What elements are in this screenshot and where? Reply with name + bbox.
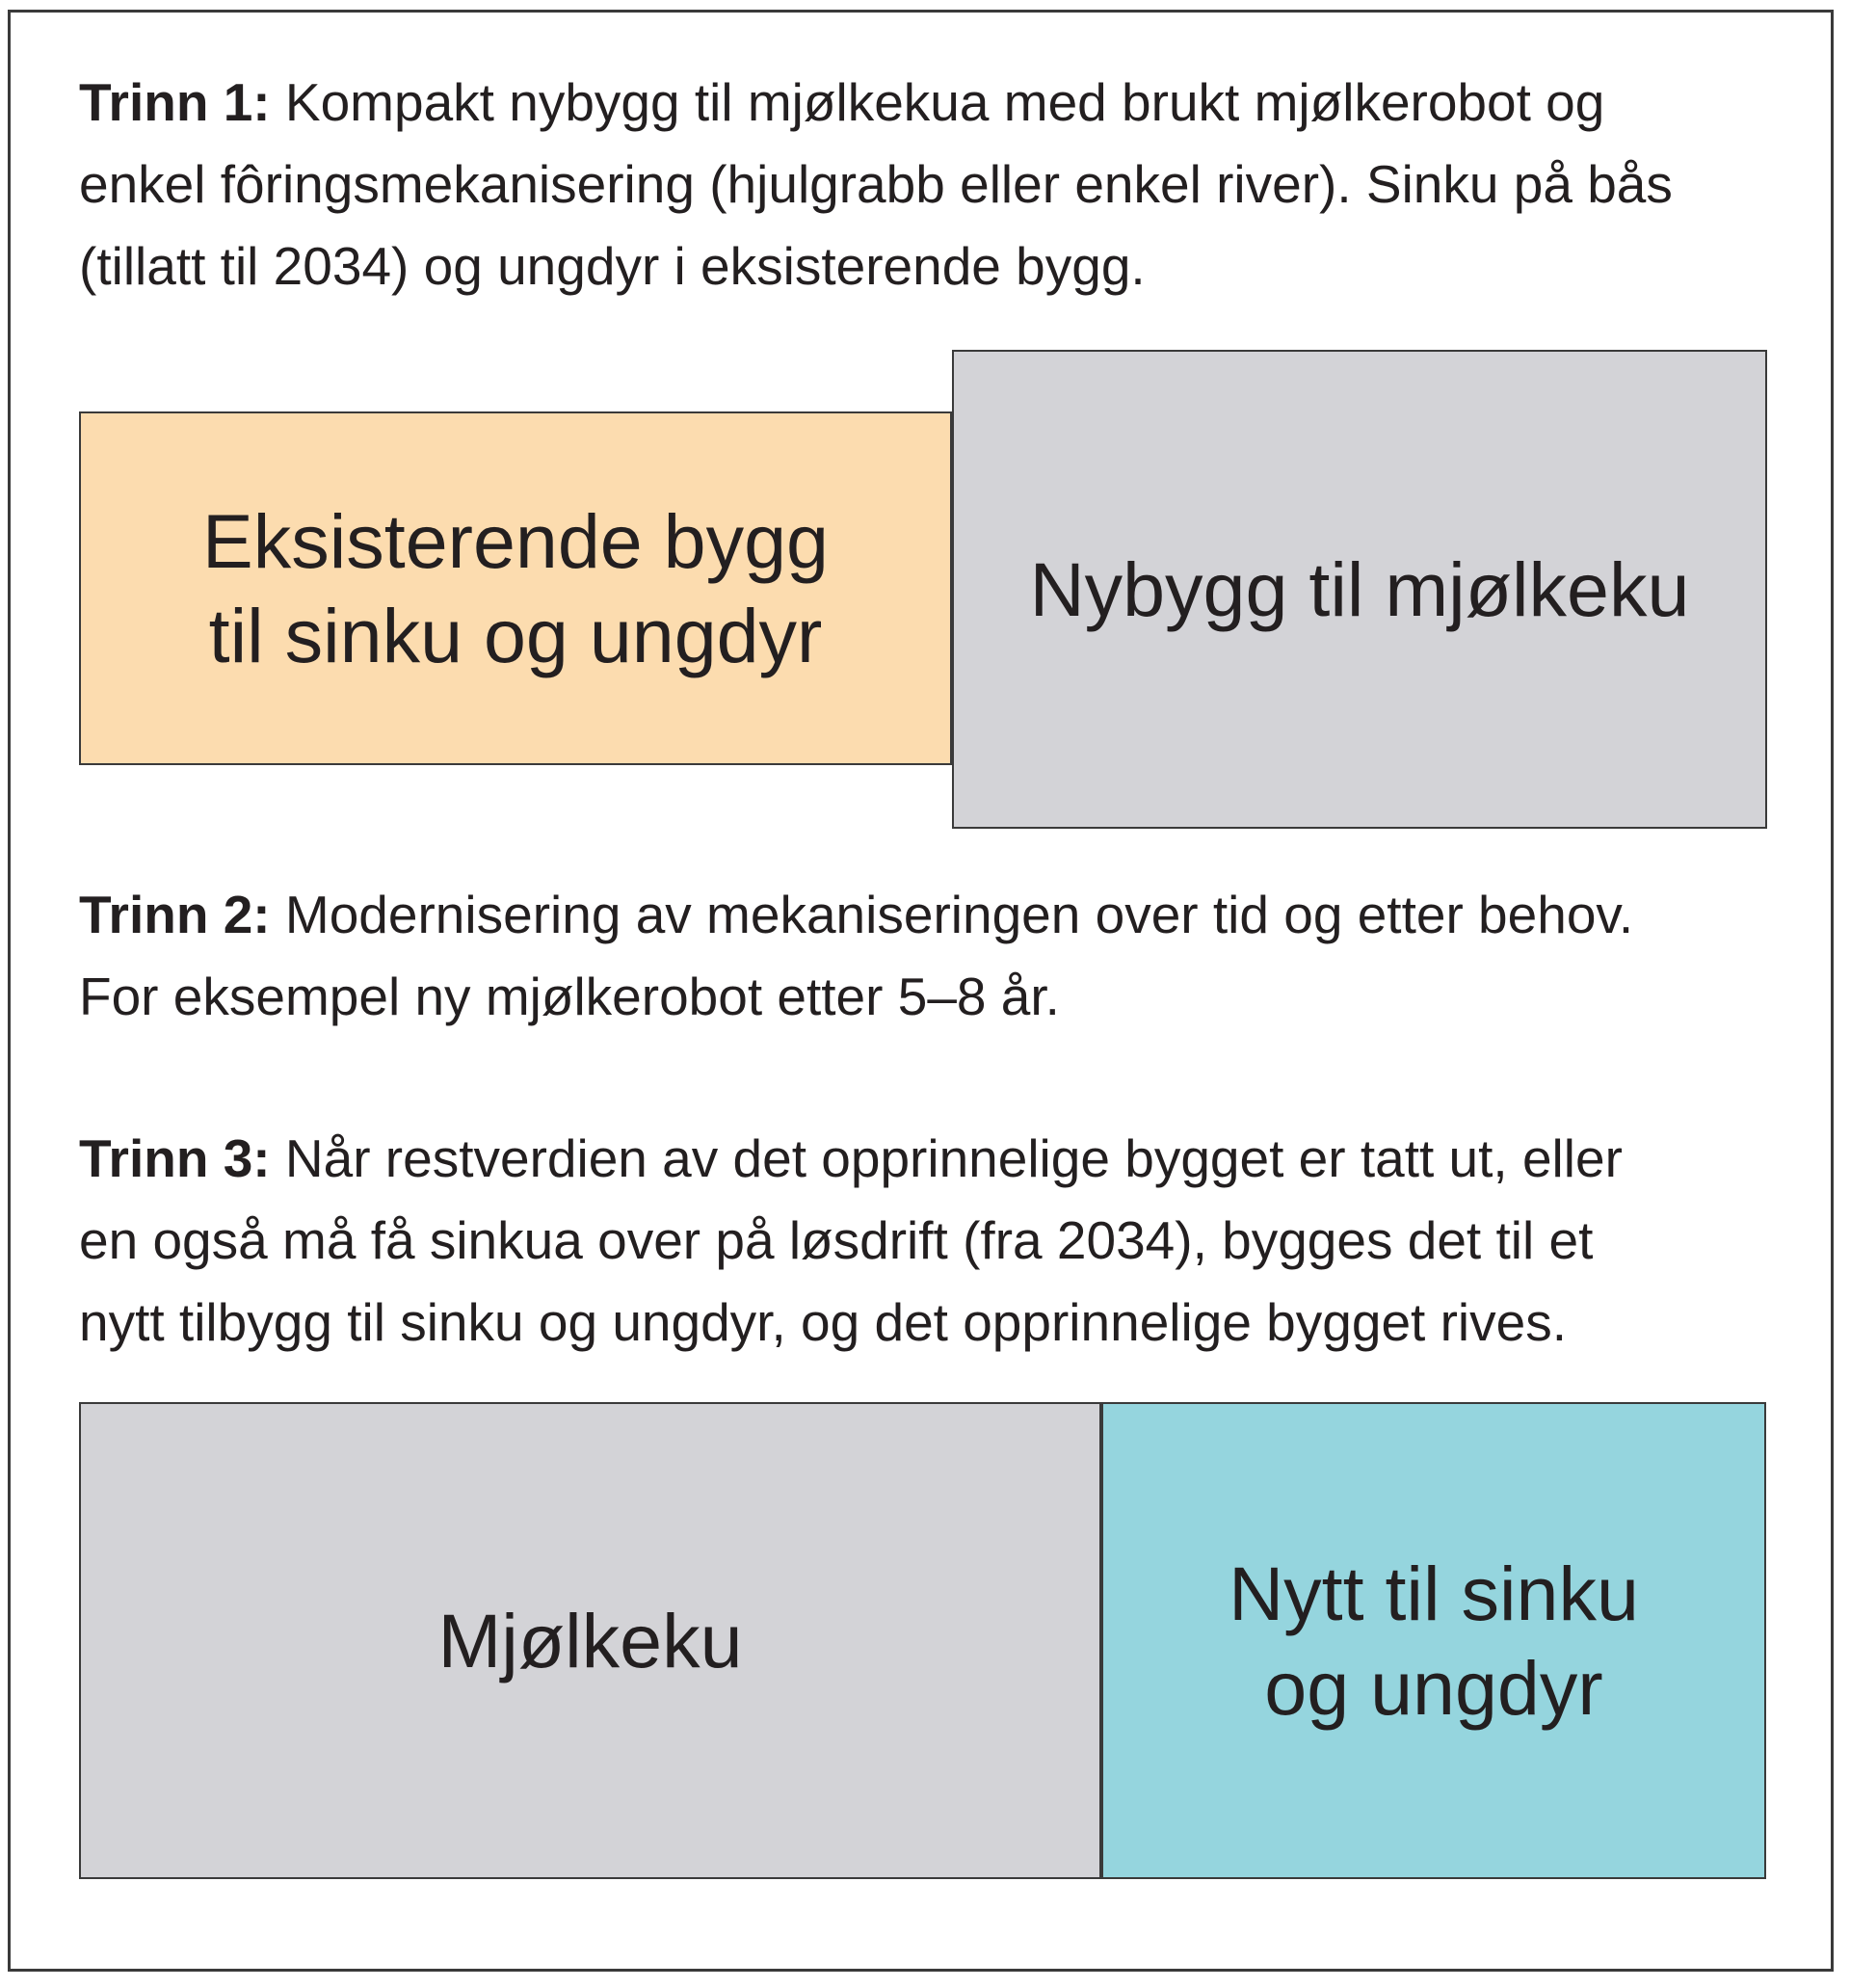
- step2-description: [79, 874, 1633, 1038]
- step1-line1: Kompakt nybygg til mjølkekua med brukt mjølkerobot og: [270, 72, 1605, 132]
- step1-description: [79, 62, 1673, 307]
- new-young-stock-building-box: [1101, 1402, 1766, 1879]
- existing-building-box: [79, 411, 952, 765]
- step2-line2: For eksempel ny mjølkerobot etter 5–8 år.: [79, 967, 1060, 1026]
- step1-line3: (tillatt til 2034) og ungdyr i eksisterende bygg.: [79, 236, 1146, 296]
- milk-cow-building-box: [79, 1402, 1101, 1879]
- new-milk-cow-building-box: [952, 350, 1767, 829]
- step1-line2: enkel fôringsmekanisering (hjulgrabb eller enkel river). Sinku på bås: [79, 154, 1673, 214]
- existing-building-label: Eksisterende bygg til sinku og ungdyr: [202, 497, 829, 678]
- step3-line2: en også må få sinkua over på løsdrift (fra 2034), bygges det til et: [79, 1210, 1594, 1270]
- step2-line1: Modernisering av mekaniseringen over tid og etter behov.: [270, 885, 1634, 944]
- step3-label: Trinn 3:: [79, 1128, 271, 1188]
- step2-label: Trinn 2:: [79, 885, 271, 944]
- step3-description: [79, 1118, 1623, 1364]
- step3-line1: Når restverdien av det opprinnelige bygget er tatt ut, eller: [270, 1128, 1623, 1188]
- step3-line3: nytt tilbygg til sinku og ungdyr, og det opprinnelige bygget rives.: [79, 1292, 1568, 1352]
- milk-cow-building-label: Mjølkeku: [437, 1597, 743, 1683]
- step1-label: Trinn 1:: [79, 72, 271, 132]
- new-young-stock-building-label: Nytt til sinku og ungdyr: [1229, 1550, 1639, 1731]
- new-milk-cow-building-label: Nybygg til mjølkeku: [1029, 545, 1690, 632]
